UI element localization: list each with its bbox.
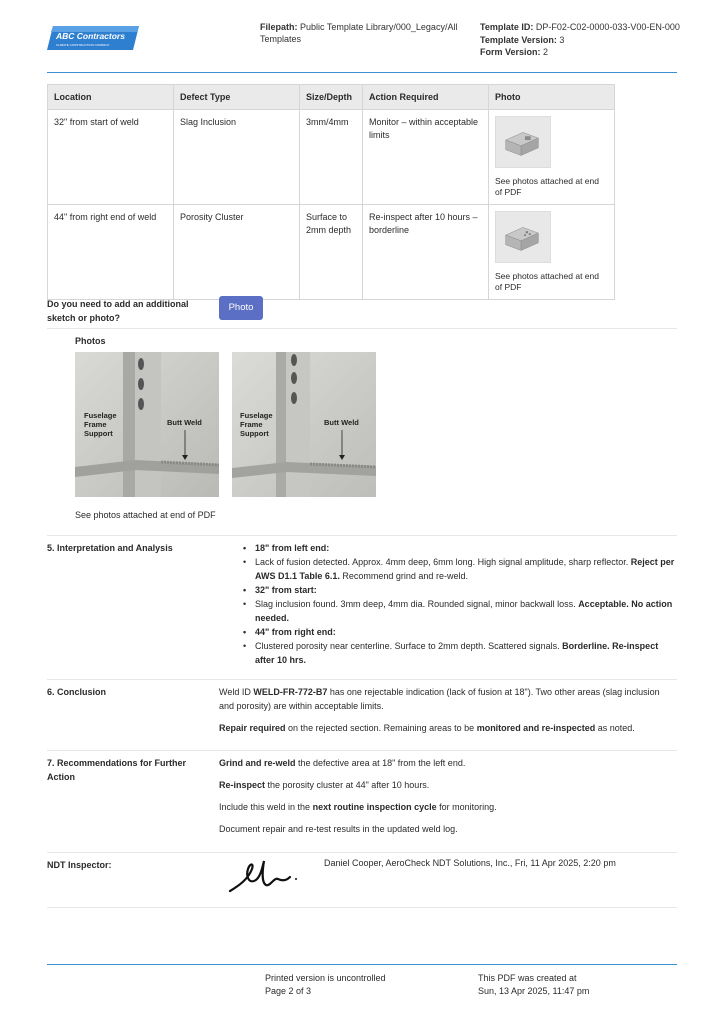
col-defect-type: Defect Type <box>174 85 300 110</box>
created-label: This PDF was created at <box>478 973 577 983</box>
filepath: Filepath: Public Template Library/000_Legacy/All Templates <box>260 22 458 44</box>
divider <box>47 907 677 908</box>
add-photo-button[interactable]: Photo <box>219 296 263 320</box>
col-action: Action Required <box>363 85 489 110</box>
table-header-row <box>48 85 615 110</box>
col-location: Location <box>48 85 174 110</box>
footer-created <box>478 972 589 998</box>
svg-text:Fuselage: Fuselage <box>240 411 273 420</box>
divider <box>47 328 677 329</box>
company-logo <box>47 24 139 52</box>
table-row <box>48 110 615 205</box>
table-row <box>48 205 615 300</box>
recommendation-item: Include this weld in the next routine inspection cycle for monitoring. <box>219 802 497 812</box>
page-header <box>47 18 680 74</box>
created-date: Sun, 13 Apr 2025, 11:47 pm <box>478 986 590 996</box>
col-size-depth: Size/Depth <box>300 85 363 110</box>
photo-caption: See photos attached at end of PDF <box>495 271 599 292</box>
interpretation-list <box>240 541 675 667</box>
conclusion-body <box>219 685 675 743</box>
divider <box>47 852 677 853</box>
inspector-signature <box>226 855 306 895</box>
svg-text:Frame: Frame <box>84 420 107 429</box>
additional-photo-question: Do you need to add an additional sketch or photo? <box>47 299 189 323</box>
svg-text:ABC Contractors: ABC Contractors <box>56 31 125 41</box>
list-item: • Clustered porosity near centerline. Surface to 2mm depth. Scattered signals. Borderline. Re-inspect after 10 hrs. <box>240 639 675 667</box>
interpretation-title: 5. Interpretation and Analysis <box>47 543 173 553</box>
cell-size: Surface to 2mm depth <box>300 205 363 300</box>
list-item: • 44" from right end: <box>240 625 675 639</box>
svg-text:Butt Weld: Butt Weld <box>324 418 359 427</box>
header-divider <box>47 72 677 73</box>
cell-action: Re-inspect after 10 hours – borderline <box>363 205 489 300</box>
divider <box>47 679 677 680</box>
photo-caption: See photos attached at end of PDF <box>495 176 599 197</box>
svg-text:Butt Weld: Butt Weld <box>167 418 202 427</box>
cell-location: 44" from right end of weld <box>48 205 174 300</box>
conclusion-paragraph: Weld ID WELD-FR-772-B7 has one rejectable indication (lack of fusion at 18"). Two other areas (slag inclusion and porosity) are within acceptable limits. <box>219 687 660 711</box>
list-item: • 32" from start: <box>240 583 675 597</box>
list-item: • Lack of fusion detected. Approx. 4mm deep, 6mm long. High signal amplitude, sharp reflector. Reject per AWS D1.1 Table 6.1. Recommend grind and re-weld. <box>240 555 675 583</box>
svg-text:Support: Support <box>84 429 113 438</box>
svg-text:CLIMATE CONSTRUCTION COMPANY: CLIMATE CONSTRUCTION COMPANY <box>56 43 110 47</box>
cell-location: 32" from start of weld <box>48 110 174 205</box>
photos-caption: See photos attached at end of PDF <box>75 510 216 520</box>
cell-photo <box>489 110 615 205</box>
recommendation-item: Grind and re-weld the defective area at 18" from the left end. <box>219 758 466 768</box>
recommendations-body <box>219 756 675 844</box>
svg-text:Frame: Frame <box>240 420 263 429</box>
recommendation-item: Re-inspect the porosity cluster at 44" after 10 hours. <box>219 780 430 790</box>
footer-divider <box>47 964 677 965</box>
col-photo: Photo <box>489 85 615 110</box>
defects-table <box>47 84 615 300</box>
conclusion-title: 6. Conclusion <box>47 687 107 697</box>
porosity-cluster-diagram[interactable] <box>495 211 551 263</box>
cell-defect-type: Porosity Cluster <box>174 205 300 300</box>
list-item: • Slag inclusion found. 3mm deep, 4mm dia. Rounded signal, minor backwall loss. Acceptable. No action needed. <box>240 597 675 625</box>
conclusion-paragraph: Repair required on the rejected section. Remaining areas to be monitored and re-inspected as noted. <box>219 723 635 733</box>
list-item: • 18" from left end: <box>240 541 675 555</box>
footer-print-info <box>265 972 386 998</box>
svg-text:Support: Support <box>240 429 269 438</box>
recommendation-item: Document repair and re-test results in the updated weld log. <box>219 824 458 834</box>
slag-inclusion-diagram[interactable] <box>495 116 551 168</box>
cell-defect-type: Slag Inclusion <box>174 110 300 205</box>
divider <box>47 535 677 536</box>
photos-title: Photos <box>75 336 106 346</box>
recommendations-title: 7. Recommendations for Further Action <box>47 758 187 782</box>
cell-photo <box>489 205 615 300</box>
page-number: Page 2 of 3 <box>265 986 312 996</box>
weld-photo-1[interactable] <box>75 352 219 497</box>
weld-photo-2[interactable] <box>232 352 376 497</box>
cell-action: Monitor – within acceptable limits <box>363 110 489 205</box>
template-info: Template ID: DP-F02-C02-0000-033-V00-EN-000 Template Version: 3 Form Version: 2 <box>480 22 680 57</box>
inspector-name: Daniel Cooper, AeroCheck NDT Solutions, Inc., Fri, 11 Apr 2025, 2:20 pm <box>324 858 616 868</box>
divider <box>47 750 677 751</box>
svg-text:Fuselage: Fuselage <box>84 411 117 420</box>
cell-size: 3mm/4mm <box>300 110 363 205</box>
uncontrolled-note: Printed version is uncontrolled <box>265 973 386 983</box>
inspector-label: NDT Inspector: <box>47 860 112 870</box>
